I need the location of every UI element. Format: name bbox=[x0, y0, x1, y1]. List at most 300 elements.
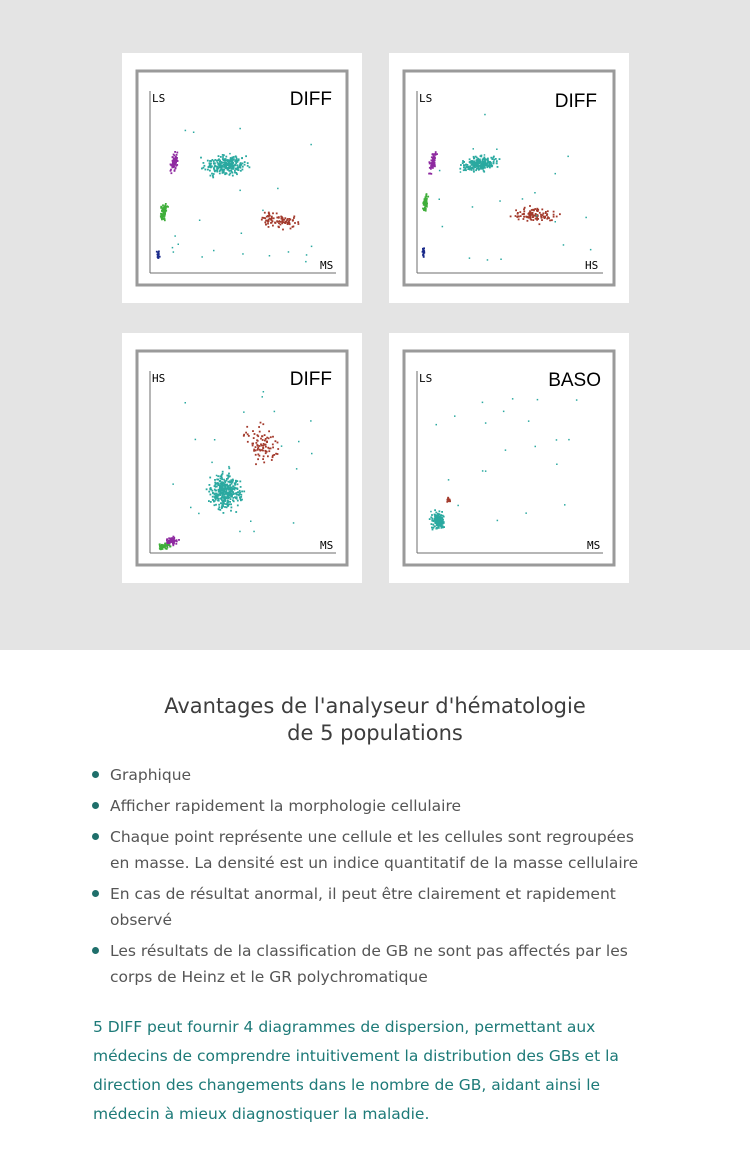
scatter-point bbox=[170, 164, 172, 166]
scatter-point bbox=[228, 170, 230, 172]
scatter-point bbox=[268, 226, 270, 228]
scatter-point bbox=[209, 160, 211, 162]
scatter-point bbox=[227, 168, 229, 170]
scatter-point bbox=[435, 151, 437, 153]
scatter-point bbox=[564, 504, 566, 506]
scatter-point bbox=[536, 210, 538, 212]
scatter-point bbox=[267, 223, 269, 225]
scatter-point bbox=[537, 399, 539, 401]
scatter-point bbox=[487, 259, 489, 261]
scatter-point bbox=[164, 543, 166, 545]
scatter-point bbox=[247, 162, 249, 164]
scatter-point bbox=[262, 447, 264, 449]
scatter-point bbox=[261, 435, 263, 437]
scatter-point bbox=[276, 213, 278, 215]
scatter-point bbox=[277, 188, 279, 190]
scatter-point bbox=[297, 221, 299, 223]
x-axis-label: MS bbox=[587, 539, 601, 552]
scatter-point bbox=[270, 448, 272, 450]
scatter-point bbox=[174, 151, 176, 153]
scatter-point bbox=[222, 490, 224, 492]
scatter-point bbox=[265, 224, 267, 226]
scatter-point bbox=[532, 209, 534, 211]
scatter-point bbox=[173, 159, 175, 161]
scatter-point bbox=[229, 166, 231, 168]
scatter-point bbox=[171, 172, 173, 174]
scatter-point bbox=[424, 200, 426, 202]
scatter-point bbox=[227, 504, 229, 506]
scatter-point bbox=[214, 479, 216, 481]
scatter-point bbox=[173, 538, 175, 540]
scatter-point bbox=[585, 217, 587, 219]
scatter-point bbox=[528, 420, 530, 422]
scatter-point bbox=[277, 448, 279, 450]
scatter-point bbox=[212, 159, 214, 161]
scatter-point bbox=[478, 162, 480, 164]
scatter-point bbox=[220, 478, 222, 480]
scatter-point bbox=[433, 159, 435, 161]
scatter-point bbox=[510, 216, 512, 218]
scatter-point bbox=[231, 168, 233, 170]
scatter-point bbox=[289, 218, 291, 220]
scatter-point bbox=[435, 520, 437, 522]
scatter-point bbox=[262, 217, 264, 219]
scatter-point bbox=[210, 175, 212, 177]
scatter-point bbox=[425, 208, 427, 210]
scatter-point bbox=[172, 483, 174, 485]
scatter-point bbox=[208, 491, 210, 493]
scatter-point bbox=[175, 157, 177, 159]
scatter-point bbox=[478, 169, 480, 171]
scatter-point bbox=[223, 484, 225, 486]
scatter-point bbox=[576, 399, 578, 401]
scatter-point bbox=[482, 159, 484, 161]
scatter-point bbox=[264, 434, 266, 436]
bullet-icon bbox=[92, 771, 99, 778]
scatter-point bbox=[263, 391, 265, 393]
scatter-point bbox=[496, 162, 498, 164]
scatter-point bbox=[484, 160, 486, 162]
scatter-point bbox=[214, 439, 216, 441]
scatter-point bbox=[173, 251, 175, 253]
scatter-point bbox=[232, 497, 234, 499]
scatter-point bbox=[264, 222, 266, 224]
scatter-point bbox=[231, 495, 233, 497]
scatter-point bbox=[259, 445, 261, 447]
scatter-point bbox=[442, 521, 444, 523]
scatter-point bbox=[162, 211, 164, 213]
scatter-point bbox=[490, 157, 492, 159]
scatter-point bbox=[170, 169, 172, 171]
scatter-point bbox=[210, 167, 212, 169]
scatter-point bbox=[265, 444, 267, 446]
scatter-point bbox=[216, 171, 218, 173]
scatter-point bbox=[523, 218, 525, 220]
scatter-point bbox=[235, 497, 237, 499]
scatter-point bbox=[280, 216, 282, 218]
scatter-point bbox=[232, 492, 234, 494]
scatter-point bbox=[213, 173, 215, 175]
chart-title: DIFF bbox=[289, 369, 332, 390]
scatter-point bbox=[556, 464, 558, 466]
scatter-point bbox=[255, 454, 257, 456]
scatter-point bbox=[525, 512, 527, 514]
scatter-point bbox=[193, 132, 195, 134]
scatter-point bbox=[223, 479, 225, 481]
scatter-point bbox=[499, 200, 501, 202]
scatter-point bbox=[426, 193, 428, 195]
scatter-point bbox=[473, 157, 475, 159]
scatter-point bbox=[449, 499, 451, 501]
scatter-point bbox=[440, 522, 442, 524]
scatter-point bbox=[447, 498, 449, 500]
scatter-point bbox=[158, 255, 160, 257]
scatter-point bbox=[174, 155, 176, 157]
scatter-point bbox=[269, 255, 271, 257]
bullet-icon bbox=[92, 833, 99, 840]
scatter-point bbox=[216, 479, 218, 481]
scatter-point bbox=[282, 229, 284, 231]
scatter-point bbox=[549, 220, 551, 222]
scatter-point bbox=[555, 221, 557, 223]
scatter-point bbox=[516, 216, 518, 218]
scatter-point bbox=[439, 170, 441, 172]
scatter-point bbox=[213, 169, 215, 171]
scatter-point bbox=[269, 215, 271, 217]
scatter-point bbox=[496, 160, 498, 162]
scatter-point bbox=[198, 513, 200, 515]
scatter-point bbox=[161, 214, 163, 216]
scatter-point bbox=[439, 199, 441, 201]
scatter-point bbox=[234, 170, 236, 172]
scatter-point bbox=[436, 424, 438, 426]
scatter-panel-3 bbox=[122, 333, 362, 583]
scatter-point bbox=[530, 219, 532, 221]
scatter-point bbox=[292, 220, 294, 222]
scatter-point bbox=[259, 431, 261, 433]
scatter-point bbox=[261, 449, 263, 451]
scatter-point bbox=[229, 153, 231, 155]
scatter-point bbox=[216, 169, 218, 171]
scatter-point bbox=[279, 220, 281, 222]
scatter-point bbox=[222, 172, 224, 174]
scatter-point bbox=[472, 162, 474, 164]
scatter-point bbox=[257, 434, 259, 436]
scatter-point bbox=[264, 217, 266, 219]
scatter-point bbox=[243, 434, 245, 436]
scatter-point bbox=[230, 503, 232, 505]
scatter-point bbox=[440, 514, 442, 516]
scatter-point bbox=[272, 212, 274, 214]
scatter-point bbox=[247, 441, 249, 443]
scatter-point bbox=[547, 216, 549, 218]
scatter-point bbox=[471, 167, 473, 169]
scatter-point bbox=[235, 155, 237, 157]
scatter-point bbox=[216, 483, 218, 485]
scatter-point bbox=[261, 219, 263, 221]
scatter-point bbox=[163, 209, 165, 211]
section-heading bbox=[0, 693, 750, 747]
scatter-point bbox=[231, 507, 233, 509]
scatter-point bbox=[221, 481, 223, 483]
x-axis-label: MS bbox=[320, 539, 334, 552]
scatter-point bbox=[166, 542, 168, 544]
scatter-point bbox=[212, 490, 214, 492]
scatter-point bbox=[281, 222, 283, 224]
scatter-point bbox=[487, 160, 489, 162]
scatter-point bbox=[281, 445, 283, 447]
scatter-point bbox=[311, 246, 313, 248]
scatter-point bbox=[172, 544, 174, 546]
scatter-point bbox=[429, 161, 431, 163]
scatter-point bbox=[163, 218, 165, 220]
scatter-point bbox=[252, 443, 254, 445]
scatter-point bbox=[240, 486, 242, 488]
scatter-point bbox=[240, 494, 242, 496]
scatter-point bbox=[529, 205, 531, 207]
scatter-panel-1 bbox=[122, 53, 362, 303]
scatter-points bbox=[422, 114, 592, 261]
scatter-point bbox=[229, 501, 231, 503]
scatter-points bbox=[429, 398, 578, 530]
scatter-point bbox=[493, 161, 495, 163]
scatter-point bbox=[522, 198, 524, 200]
scatter-point bbox=[235, 172, 237, 174]
scatter-point bbox=[172, 161, 174, 163]
scatter-point bbox=[541, 219, 543, 221]
scatter-point bbox=[185, 130, 187, 132]
scatter-point bbox=[264, 440, 266, 442]
scatter-point bbox=[230, 490, 232, 492]
scatter-point bbox=[288, 222, 290, 224]
scatter-point bbox=[219, 173, 221, 175]
scatter-point bbox=[213, 162, 215, 164]
scatter-point bbox=[238, 160, 240, 162]
scatter-point bbox=[454, 415, 456, 417]
scatter-point bbox=[267, 220, 269, 222]
scatter-point bbox=[496, 149, 498, 151]
scatter-point bbox=[239, 531, 241, 533]
scatter-point bbox=[523, 208, 525, 210]
scatter-point bbox=[228, 164, 230, 166]
scatter-point bbox=[229, 493, 231, 495]
scatter-point bbox=[253, 531, 255, 533]
scatter-point bbox=[225, 167, 227, 169]
scatter-point bbox=[464, 167, 466, 169]
scatter-point bbox=[224, 159, 226, 161]
scatter-point bbox=[512, 398, 514, 400]
scatter-point bbox=[275, 453, 277, 455]
scatter-point bbox=[434, 165, 436, 167]
scatter-point bbox=[431, 527, 433, 529]
scatter-point bbox=[483, 170, 485, 172]
scatter-point bbox=[224, 165, 226, 167]
scatter-point bbox=[176, 152, 178, 154]
scatter-point bbox=[178, 244, 180, 246]
scatter-plot-1 bbox=[122, 53, 362, 303]
scatter-point bbox=[523, 216, 525, 218]
scatter-point bbox=[262, 458, 264, 460]
scatter-point bbox=[268, 212, 270, 214]
x-axis-label: MS bbox=[320, 259, 334, 272]
scatter-point bbox=[237, 483, 239, 485]
scatter-points bbox=[156, 128, 312, 263]
scatter-point bbox=[423, 250, 425, 252]
scatter-point bbox=[515, 209, 517, 211]
scatter-point bbox=[272, 447, 274, 449]
scatter-point bbox=[526, 216, 528, 218]
scatter-point bbox=[242, 163, 244, 165]
scatter-point bbox=[492, 157, 494, 159]
scatter-point bbox=[200, 157, 202, 159]
scatter-point bbox=[306, 254, 308, 256]
scatter-point bbox=[228, 466, 230, 468]
scatter-point bbox=[214, 494, 216, 496]
scatter-point bbox=[271, 217, 273, 219]
scatter-point bbox=[239, 163, 241, 165]
scatter-point bbox=[223, 502, 225, 504]
scatter-point bbox=[447, 500, 449, 502]
feature-item: Les résultats de la classification de GB ne sont pas affectés par les corps de Heinz et le GR polychromatique bbox=[90, 938, 680, 990]
scatter-point bbox=[212, 496, 214, 498]
scatter-point bbox=[204, 165, 206, 167]
scatter-point bbox=[228, 473, 230, 475]
feature-list bbox=[90, 762, 680, 995]
scatter-point bbox=[476, 157, 478, 159]
scatter-point bbox=[210, 163, 212, 165]
scatter-point bbox=[250, 521, 252, 523]
scatter-point bbox=[277, 442, 279, 444]
scatter-point bbox=[174, 235, 176, 237]
scatter-point bbox=[199, 220, 201, 222]
scatter-point bbox=[256, 439, 258, 441]
scatter-point bbox=[553, 211, 555, 213]
scatter-point bbox=[185, 402, 187, 404]
scatter-point bbox=[220, 502, 222, 504]
y-axis-label: LS bbox=[419, 372, 433, 385]
scatter-point bbox=[223, 488, 225, 490]
scatter-point bbox=[260, 450, 262, 452]
scatter-point bbox=[260, 438, 262, 440]
scatter-point bbox=[165, 210, 167, 212]
scatter-point bbox=[480, 155, 482, 157]
scatter-point bbox=[505, 449, 507, 451]
scatter-point bbox=[272, 456, 274, 458]
scatter-point bbox=[230, 164, 232, 166]
scatter-point bbox=[232, 479, 234, 481]
scatter-point bbox=[590, 249, 592, 251]
scatter-point bbox=[175, 165, 177, 167]
scatter-point bbox=[546, 214, 548, 216]
scatter-point bbox=[473, 148, 475, 150]
scatter-point bbox=[230, 159, 232, 161]
scatter-point bbox=[539, 223, 541, 225]
scatter-point bbox=[214, 166, 216, 168]
scatter-point bbox=[434, 525, 436, 527]
scatter-point bbox=[427, 196, 429, 198]
scatter-point bbox=[252, 430, 254, 432]
feature-item: Afficher rapidement la morphologie cellulaire bbox=[90, 793, 680, 819]
bullet-icon bbox=[92, 802, 99, 809]
description-paragraph: 5 DIFF peut fournir 4 diagrammes de dispersion, permettant aux médecins de comprendre intuitivement la distribution des GBs et la direction des changements dans le nombre de GB, aidant ainsi le médecin à mieux diagnostiquer la maladie. bbox=[93, 1018, 619, 1123]
scatter-point bbox=[242, 169, 244, 171]
scatter-point bbox=[293, 216, 295, 218]
scatter-point bbox=[556, 439, 558, 441]
scatter-point bbox=[161, 219, 163, 221]
scatter-point bbox=[165, 203, 167, 205]
scatter-point bbox=[567, 156, 569, 158]
scatter-point bbox=[518, 219, 520, 221]
scatter-point bbox=[242, 166, 244, 168]
scatter-point bbox=[484, 114, 486, 116]
scatter-point bbox=[217, 496, 219, 498]
scatter-point bbox=[271, 459, 273, 461]
scatter-point bbox=[475, 163, 477, 165]
scatter-point bbox=[482, 402, 484, 404]
scatter-point bbox=[205, 169, 207, 171]
scatter-point bbox=[255, 463, 257, 465]
scatter-point bbox=[222, 154, 224, 156]
scatter-point bbox=[208, 500, 210, 502]
scatter-point bbox=[535, 446, 537, 448]
scatter-point bbox=[547, 210, 549, 212]
scatter-point bbox=[532, 219, 534, 221]
scatter-point bbox=[254, 433, 256, 435]
scatter-point bbox=[257, 458, 259, 460]
scatter-point bbox=[422, 254, 424, 256]
scatter-point bbox=[432, 154, 434, 156]
scatter-point bbox=[219, 169, 221, 171]
scatter-point bbox=[241, 499, 243, 501]
scatter-point bbox=[222, 169, 224, 171]
scatter-point bbox=[517, 212, 519, 214]
scatter-point bbox=[311, 453, 313, 455]
scatter-point bbox=[432, 529, 434, 531]
scatter-point bbox=[263, 443, 265, 445]
scatter-point bbox=[515, 215, 517, 217]
scatter-point bbox=[423, 204, 425, 206]
scatter-point bbox=[493, 159, 495, 161]
scatter-point bbox=[537, 218, 539, 220]
scatter-point bbox=[175, 543, 177, 545]
scatter-point bbox=[298, 441, 300, 443]
scatter-point bbox=[212, 492, 214, 494]
scatter-point bbox=[228, 485, 230, 487]
scatter-point bbox=[237, 164, 239, 166]
scatter-point bbox=[238, 166, 240, 168]
scatter-point bbox=[518, 216, 520, 218]
scatter-point bbox=[214, 159, 216, 161]
scatter-point bbox=[475, 169, 477, 171]
scatter-point bbox=[298, 223, 300, 225]
scatter-point bbox=[463, 169, 465, 171]
scatter-point bbox=[541, 217, 543, 219]
scatter-point bbox=[431, 166, 433, 168]
scatter-point bbox=[218, 504, 220, 506]
scatter-point bbox=[225, 172, 227, 174]
scatter-point bbox=[173, 543, 175, 545]
scatter-point bbox=[209, 484, 211, 486]
scatter-point bbox=[241, 491, 243, 493]
scatter-point bbox=[256, 442, 258, 444]
scatter-point bbox=[263, 462, 265, 464]
scatter-point bbox=[190, 507, 192, 509]
scatter-point bbox=[433, 161, 435, 163]
scatter-point bbox=[534, 208, 536, 210]
scatter-point bbox=[259, 455, 261, 457]
scatter-point bbox=[469, 158, 471, 160]
scatter-point bbox=[430, 511, 432, 513]
